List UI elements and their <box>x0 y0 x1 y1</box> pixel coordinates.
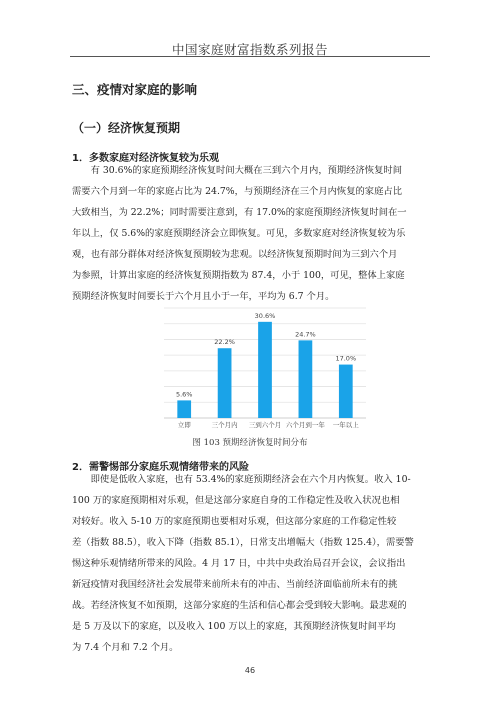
bar-chart <box>160 300 370 434</box>
paragraph-line: 对较好。收入 5-10 万的家庭预期也要相对乐观，但这部分家庭的工作稳定性较 <box>72 516 397 527</box>
data-label: 17.0% <box>335 354 357 363</box>
paragraph-line: 为 7.4 个月和 7.2 个月。 <box>72 642 179 653</box>
paragraph-line: 预期经济恢复时间要长于六个月且小于一年，平均为 6.7 个月。 <box>72 291 335 302</box>
category-label: 六个月到一年 <box>285 421 325 429</box>
data-label: 5.6% <box>175 390 193 399</box>
point-1-heading: 1．多数家庭对经济恢复较为乐观 <box>72 153 219 164</box>
bar <box>258 322 272 418</box>
page-number: 46 <box>244 666 256 675</box>
point-2-paragraph <box>72 469 430 658</box>
bar <box>299 340 313 418</box>
paragraph-line: 有 30.6%的家庭预期经济恢复时间大概在三到六个月内，预期经济恢复时间 <box>90 165 402 176</box>
bar <box>177 400 191 418</box>
paragraph-line: 是 5 万及以下的家庭，以及收入 100 万以上的家庭，其预期经济恢复时间平均 <box>72 621 396 632</box>
running-header: 中国家庭财富指数系列报告 <box>171 42 328 57</box>
point-2-heading: 2．需警惕部分家庭乐观情绪带来的风险 <box>72 462 249 473</box>
paragraph-line: 大致相当，为 22.2%；同时需要注意到，有 17.0%的家庭预期经济恢复时间在一 <box>72 207 407 218</box>
paragraph-line: 100 万的家庭预期相对乐观，但是这部分家庭自身的工作稳定性及收入状况也相 <box>72 495 400 506</box>
header-rule <box>70 56 430 57</box>
paragraph-line: 惕这种乐观情绪所带来的风险。4 月 17 日，中共中央政治局召开会议，会议指出 <box>72 558 406 569</box>
figure-caption: 图 103 预期经济恢复时间分布 <box>192 438 308 448</box>
data-label: 22.2% <box>214 338 235 347</box>
category-label: 三个月内 <box>211 421 238 429</box>
subsection-heading: （一）经济恢复预期 <box>72 121 181 135</box>
paragraph-line: 为参照，计算出家庭的经济恢复预期指数为 87.4，小于 100，可见，整体上家庭 <box>72 270 405 281</box>
category-label: 三到六个月 <box>248 421 282 429</box>
data-label: 24.7% <box>295 330 316 339</box>
category-label: 一年以上 <box>332 421 359 429</box>
category-label: 立即 <box>177 421 191 429</box>
bar <box>218 348 232 418</box>
paragraph-line: 战。若经济恢复不如预期，这部分家庭的生活和信心都会受到较大影响。最悲观的 <box>72 600 407 611</box>
paragraph-line: 新冠疫情对我国经济社会发展带来前所未有的冲击、当前经济面临前所未有的挑 <box>72 579 398 590</box>
paragraph-line: 年以上，仅 5.6%的家庭预期经济会立即恢复。可见，多数家庭对经济恢复较为乐 <box>72 228 406 239</box>
paragraph-line: 观，也有部分群体对经济恢复预期较为悲观。以经济恢复预期时间为三到六个月 <box>72 249 398 260</box>
data-label: 30.6% <box>254 311 276 320</box>
paragraph-line: 差（指数 88.5），收入下降（指数 85.1），日常支出增幅大（指数 125.4），需要警 <box>72 537 414 548</box>
section-heading: 三、疫情对家庭的影响 <box>72 82 198 97</box>
bar <box>339 365 353 418</box>
paragraph-line: 即使是低收入家庭，也有 53.4%的家庭预期经济会在六个月内恢复。收入 10- <box>90 474 411 485</box>
point-1-paragraph <box>72 160 430 307</box>
paragraph-line: 需要六个月到一年的家庭占比为 24.7%，与预期经济在三个月内恢复的家庭占比 <box>72 186 402 197</box>
